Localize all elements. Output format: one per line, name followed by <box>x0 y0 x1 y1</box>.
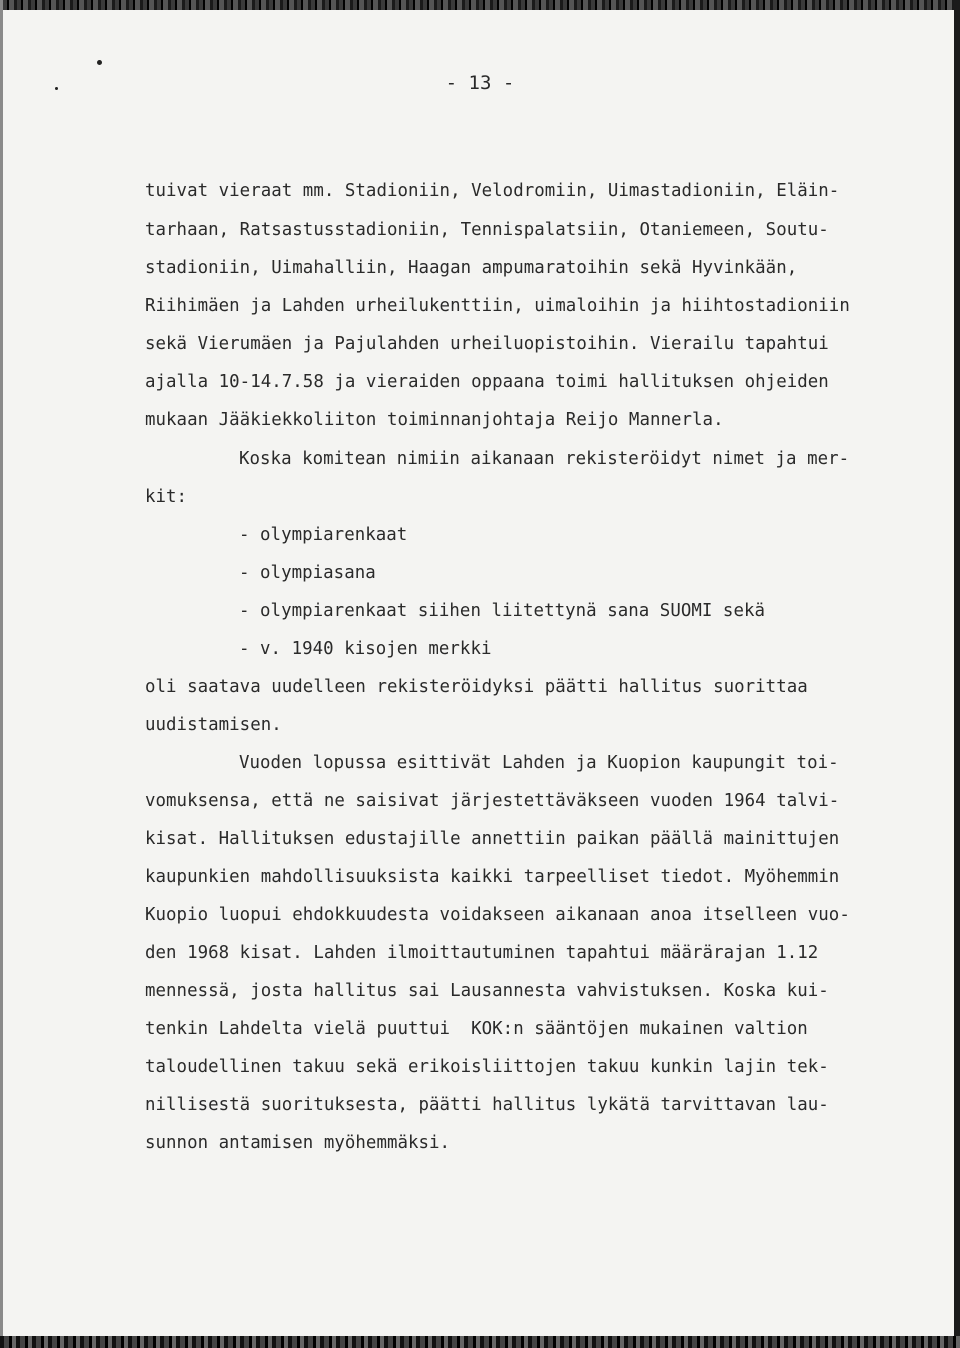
text-line: tarhaan, Ratsastusstadioniin, Tennispalatsiin, Otaniemeen, Soutu- <box>145 220 829 240</box>
scan-edge-bottom <box>0 1336 960 1348</box>
text-line: den 1968 kisat. Lahden ilmoittautuminen tapahtui määrärajan 1.12 <box>145 943 819 963</box>
text-line: sekä Vierumäen ja Pajulahden urheiluopistoihin. Vierailu tapahtui <box>145 334 829 354</box>
text-line: oli saatava uudelleen rekisteröidyksi päätti hallitus suorittaa <box>145 677 808 697</box>
text-line: sunnon antamisen myöhemmäksi. <box>145 1133 451 1153</box>
text-line: Riihimäen ja Lahden urheilukenttiin, uimaloihin ja hiihtostadioniin <box>145 296 850 316</box>
scan-edge-top <box>0 0 960 10</box>
text-line: Koska komitean nimiin aikanaan rekisteröidyt nimet ja mer- <box>239 449 850 469</box>
text-line: stadioniin, Uimahalliin, Haagan ampumaratoihin sekä Hyvinkään, <box>145 258 798 278</box>
text-line: - olympiarenkaat <box>239 525 408 545</box>
text-line: - olympiasana <box>239 563 376 583</box>
text-line: - olympiarenkaat siihen liitettynä sana SUOMI sekä <box>239 601 766 621</box>
text-line: ajalla 10-14.7.58 ja vieraiden oppaana toimi hallituksen ohjeiden <box>145 372 829 392</box>
text-line: tuivat vieraat mm. Stadioniin, Velodromiin, Uimastadioniin, Eläin- <box>145 181 840 201</box>
scan-edge-left <box>0 0 3 1348</box>
text-line: Kuopio luopui ehdokkuudesta voidakseen aikanaan anoa itselleen vuo- <box>145 905 850 925</box>
text-line: Vuoden lopussa esittivät Lahden ja Kuopion kaupungit toi- <box>239 753 839 773</box>
page-number: - 13 - <box>445 72 515 94</box>
text-line: vomuksensa, että ne saisivat järjestettäväkseen vuoden 1964 talvi- <box>145 791 840 811</box>
text-line: taloudellinen takuu sekä erikoisliittojen takuu kunkin lajin tek- <box>145 1057 829 1077</box>
text-line: - v. 1940 kisojen merkki <box>239 639 492 659</box>
text-line: mukaan Jääkiekkoliiton toiminnanjohtaja Reijo Mannerla. <box>145 410 724 430</box>
text-line: kisat. Hallituksen edustajille annettiin paikan päällä mainittujen <box>145 829 840 849</box>
text-line: kaupunkien mahdollisuuksista kaikki tarpeelliset tiedot. Myöhemmin <box>145 867 840 887</box>
scan-edge-right <box>954 0 960 1348</box>
text-line: nillisestä suorituksesta, päätti hallitus lykätä tarvittavan lau- <box>145 1095 829 1115</box>
text-line: uudistamisen. <box>145 715 282 735</box>
text-line: mennessä, josta hallitus sai Lausannesta vahvistuksen. Koska kui- <box>145 981 829 1001</box>
text-line: tenkin Lahdelta vielä puuttui KOK:n sääntöjen mukainen valtion <box>145 1019 808 1039</box>
text-line: kit: <box>145 487 188 507</box>
scan-speck <box>97 60 102 65</box>
